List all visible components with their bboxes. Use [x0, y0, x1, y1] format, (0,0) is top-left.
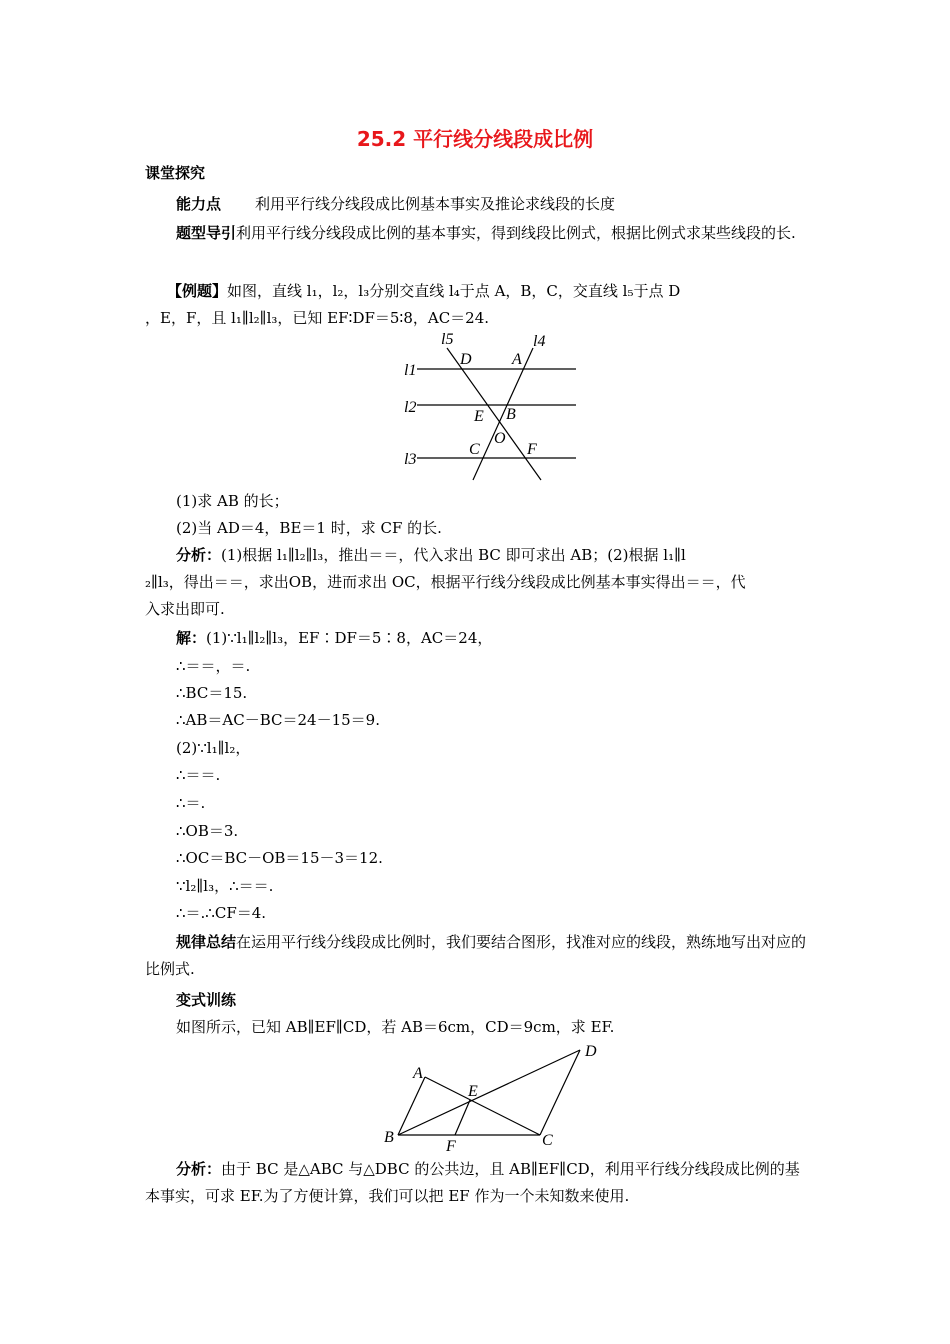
label-E: E: [468, 1083, 478, 1100]
label-l2: l2: [404, 399, 417, 416]
analysis2-text: 由于 BC 是△ABC 与△DBC 的公共边，且 AB∥EF∥CD，利用平行线分线段成比例的基本事实，可求 EF.为了方便计算，我们可以把 EF 作为一个未知数来使用.: [145, 1160, 800, 1205]
guide-text: 利用平行线分线段成比例的基本事实，得到线段比例式，根据比例式求某些线段的长.: [236, 224, 796, 242]
solution-step: ∵l₂∥l₃，∴＝＝.: [176, 877, 274, 895]
summary-paragraph: [145, 929, 810, 983]
segment-AB: [398, 1077, 425, 1135]
solution-first: (1)∵l₁∥l₂∥l₃，EF∶DF＝5∶8，AC＝24，: [206, 629, 493, 647]
solution-step: ∴＝＝.: [176, 766, 221, 784]
analysis-line-1: [176, 544, 810, 566]
guide-label: 题型导引: [176, 224, 237, 242]
section-heading: 课堂探究: [145, 164, 206, 182]
summary-label: 规律总结: [176, 933, 237, 951]
solution-step: ∴BC＝15.: [176, 684, 248, 702]
analysis-text-2: ₂∥l₃，得出＝＝，求出OB，进而求出 OC，根据平行线分线段成比例基本事实得出＝＝，代: [145, 573, 746, 591]
label-l5: l5: [441, 331, 454, 348]
page-title: 25.2 平行线分线段成比例: [356, 127, 594, 151]
label-F: F: [446, 1138, 456, 1152]
analysis2-label: 分析：: [176, 1160, 222, 1178]
variant-text: 如图所示，已知 AB∥EF∥CD，若 AB＝6cm，CD＝9cm，求 EF.: [176, 1018, 615, 1036]
example-line-1: [167, 280, 810, 302]
example-text-2: ，E，F，且 l₁∥l₂∥l₃，已知 EF∶DF＝5∶8，AC＝24.: [145, 309, 490, 327]
solution-step: ∴＝＝，＝.: [176, 657, 251, 675]
summary-text: 在运用平行线分线段成比例时，我们要结合图形，找准对应的线段，熟练地写出对应的比例式.: [145, 933, 807, 978]
segment-CD: [540, 1050, 580, 1135]
example-label: 【例题】: [167, 282, 228, 300]
question-2: (2)当 AD＝4，BE＝1 时，求 CF 的长.: [176, 519, 442, 537]
solution-label: 解：: [176, 629, 207, 647]
ability-line: [176, 193, 810, 215]
variant-heading: 变式训练: [176, 991, 237, 1009]
example-text-1: 如图，直线 l₁，l₂，l₃分别交直线 l₄于点 A，B，C，交直线 l₅于点 D: [227, 282, 681, 300]
label-B: B: [506, 406, 516, 423]
solution-step: ∴OC＝BC－OB＝15－3＝12.: [176, 849, 383, 867]
solution-step: ∴AB＝AC－BC＝24－15＝9.: [176, 711, 380, 729]
label-l3: l3: [404, 451, 417, 468]
analysis-text-3: 入求出即可.: [145, 600, 225, 618]
segment-BD: [398, 1050, 580, 1135]
question-1: (1)求 AB 的长；: [176, 492, 289, 510]
label-D: D: [585, 1043, 597, 1060]
label-F: F: [527, 441, 537, 458]
label-A: A: [413, 1065, 423, 1082]
ability-text: 利用平行线分线段成比例基本事实及推论求线段的长度: [255, 195, 616, 213]
trapezoid-figure: [380, 1040, 610, 1152]
label-A: A: [512, 351, 522, 368]
label-B: B: [384, 1129, 394, 1146]
ability-label: 能力点: [176, 195, 222, 213]
guide-paragraph: [145, 220, 810, 247]
analysis-text-1: (1)根据 l₁∥l₂∥l₃，推出＝＝，代入求出 BC 即可求出 AB；(2)根据 l₁∥l: [221, 546, 686, 564]
solution-step: ∴OB＝3.: [176, 822, 239, 840]
label-D: D: [460, 351, 472, 368]
parallel-lines-figure: [400, 330, 590, 482]
solution-line-1: [176, 627, 810, 649]
solution-step: ∴＝.∴CF＝4.: [176, 904, 267, 922]
label-C: C: [542, 1132, 553, 1149]
solution-step: (2)∵l₁∥l₂，: [176, 739, 251, 757]
label-l1: l1: [404, 362, 417, 379]
analysis2-paragraph: [145, 1156, 810, 1210]
solution-step: ∴＝.: [176, 794, 206, 812]
label-E: E: [474, 408, 484, 425]
segment-AC: [425, 1077, 540, 1135]
label-O: O: [494, 430, 506, 447]
analysis-label: 分析：: [176, 546, 222, 564]
label-l4: l4: [533, 333, 546, 350]
label-C: C: [469, 441, 480, 458]
